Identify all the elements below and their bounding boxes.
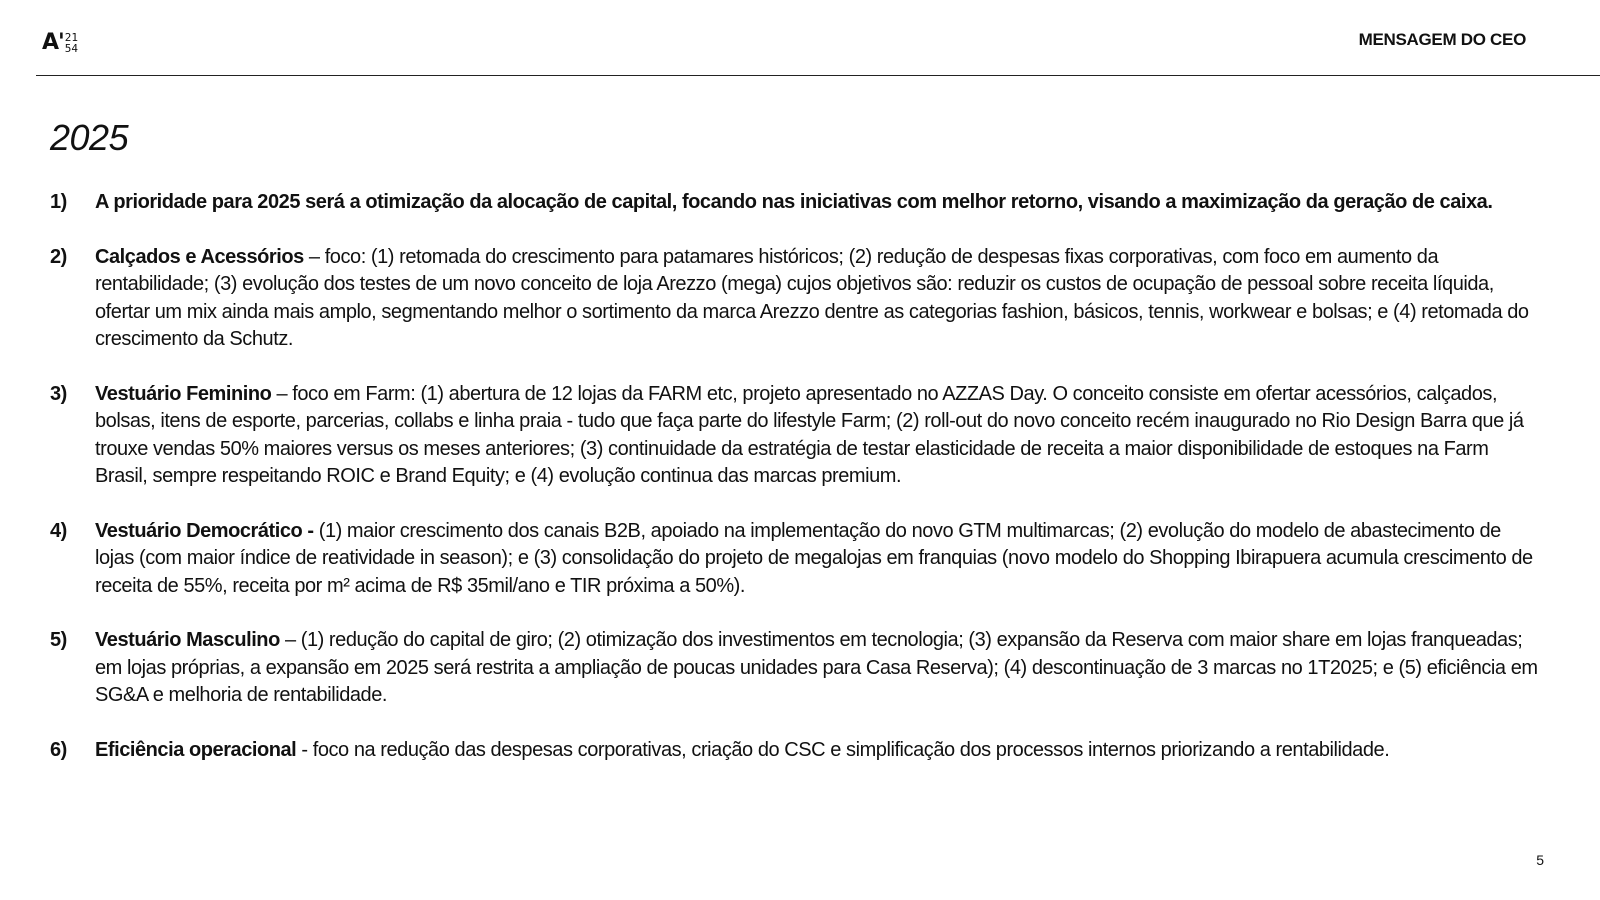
logo-letter: A' — [42, 30, 64, 55]
item-body: – foco: (1) retomada do crescimento para patamares históricos; (2) redução de despesas fixas corporativas, com foco em aumento da rentabilidade; (3) evolução dos testes de um novo conceito de loja Arezzo (mega) cujos objetivos são: reduzir os custos de ocupação de pessoal sobre receita líquida, ofertar um mix ainda mais amplo, segmentando melhor o sortimento da marca Arezzo dentre as categorias fashion, básicos, tennis, workwear e bolsas; e (4) retomada do crescimento da Schutz. — [95, 245, 1529, 350]
list-item — [50, 244, 1540, 354]
priority-list — [50, 189, 1540, 791]
item-text — [95, 737, 1540, 765]
item-number: 3) — [50, 382, 67, 405]
item-body: - foco na redução das despesas corporativas, criação do CSC e simplificação dos processos internos priorizando a rentabilidade. — [296, 738, 1390, 761]
item-lead: Vestuário Feminino — [95, 382, 272, 405]
list-item — [50, 518, 1540, 601]
item-text — [95, 627, 1540, 710]
logo-number-top: 21 — [64, 31, 79, 44]
item-body: (1) maior crescimento dos canais B2B, apoiado na implementação do novo GTM multimarcas; (2) evolução do modelo de abastecimento de lojas (com maior índice de reatividade in season); e (3) consolidação do projeto de megalojas em franquias (novo modelo do Shopping Ibirapuera acumula crescimento de receita de 55%, receita por m² acima de R$ 35mil/ano e TIR próxima a 50%). — [95, 519, 1533, 597]
list-item — [50, 627, 1540, 710]
item-body: – (1) redução do capital de giro; (2) otimização dos investimentos em tecnologia; (3) expansão da Reserva com maior share em lojas franqueadas; em lojas próprias, a expansão em 2025 será restrita a ampliação de poucas unidades para Casa Reserva); (4) descontinuação de 3 marcas no 1T2025; e (5) eficiência em SG&A e melhoria de rentabilidade. — [95, 629, 1538, 706]
item-body: A prioridade para 2025 será a otimização da alocação de capital, focando nas iniciativas com melhor retorno, visando a maximização da geração de caixa. — [95, 191, 1493, 213]
item-number: 4) — [50, 519, 67, 542]
item-text — [95, 189, 1540, 217]
item-number: 5) — [50, 629, 67, 651]
list-item — [50, 737, 1540, 765]
item-number: 2) — [50, 245, 67, 268]
logo — [42, 30, 78, 56]
list-item — [50, 189, 1540, 217]
header-divider — [36, 75, 1600, 76]
item-lead: Vestuário Democrático - — [95, 519, 314, 542]
item-body: – foco em Farm: (1) abertura de 12 lojas da FARM etc, projeto apresentado no AZZAS Day. O conceito consiste em ofertar acessórios, calçados, bolsas, itens de esporte, parcerias, collabs e linha praia - tudo que faça parte do lifestyle Farm; (2) roll-out do novo conceito recém inaugurado no Rio Design Barra que já trouxe vendas 50% maiores versus os meses anteriores; (3) continuidade da estratégia de testar elasticidade de receita a maior disponibilidade de estoques na Farm Brasil, sempre respeitando ROIC e Brand Equity; e (4) evolução continua das marcas premium. — [95, 382, 1524, 487]
item-number: 6) — [50, 738, 67, 761]
item-text — [95, 244, 1540, 354]
item-lead: Calçados e Acessórios — [95, 245, 304, 268]
logo-number-bottom: 54 — [64, 42, 79, 55]
list-item — [50, 381, 1540, 491]
item-text — [95, 381, 1540, 491]
section-title: MENSAGEM DO CEO — [1358, 30, 1526, 49]
page-title: 2025 — [50, 117, 129, 159]
logo-numbers — [65, 30, 78, 54]
item-lead: Eficiência operacional — [95, 738, 297, 761]
item-text — [95, 518, 1540, 601]
item-number: 1) — [50, 191, 67, 213]
item-lead: Vestuário Masculino — [95, 629, 280, 651]
page-number: 5 — [1536, 852, 1544, 868]
